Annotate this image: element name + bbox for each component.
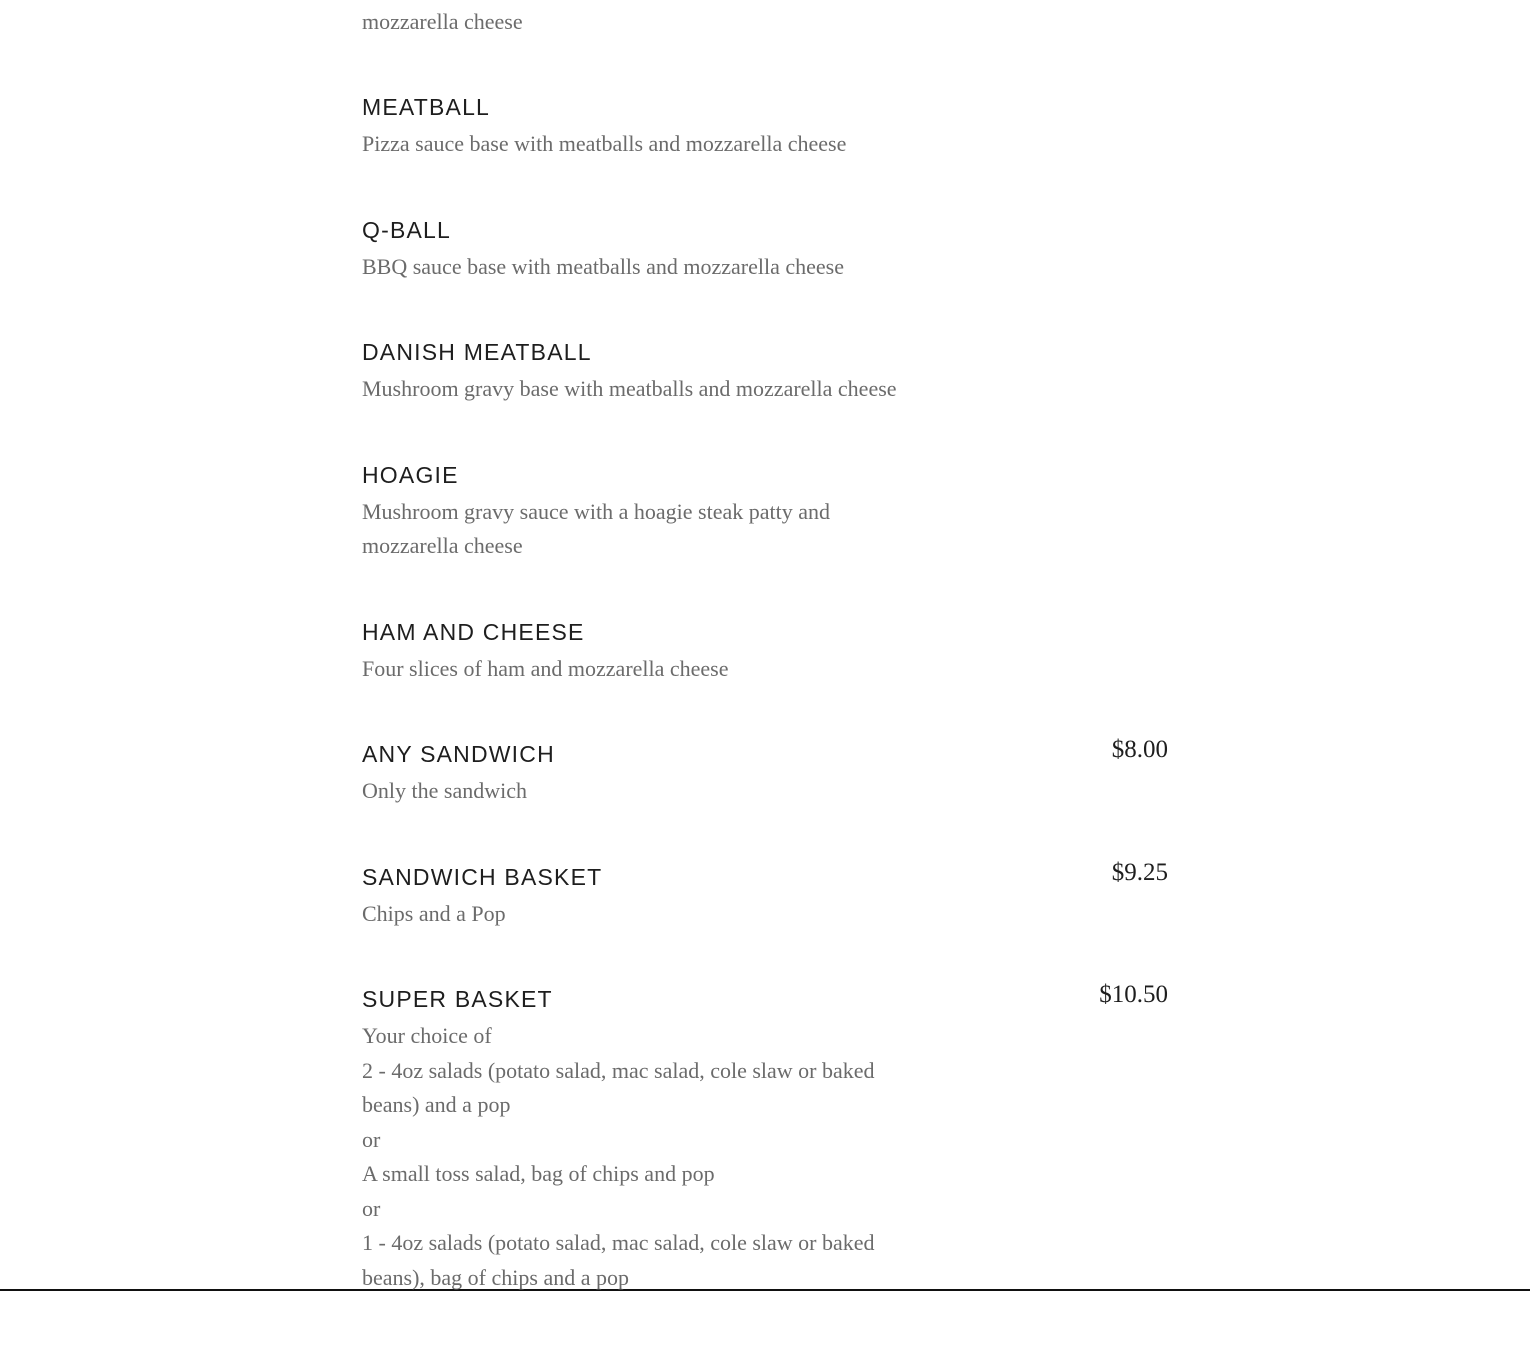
- item-description: [362, 495, 962, 564]
- menu-item: [362, 213, 1168, 285]
- menu-list: [362, 0, 1168, 1346]
- item-price: $8.00: [1111, 736, 1168, 763]
- description-line: Only the sandwich: [362, 778, 527, 803]
- description-line: or: [362, 1195, 381, 1221]
- item-name: Q-BALL: [362, 216, 452, 243]
- description-line: 2 - 4oz salads (potato salad, mac salad, cole slaw or baked: [362, 1057, 875, 1083]
- menu-item: [362, 335, 1168, 407]
- description-line: beans), bag of chips and a pop: [362, 1264, 629, 1290]
- item-name: HAM AND CHEESE: [362, 618, 585, 645]
- item-description: [362, 652, 962, 687]
- item-price: $10.50: [1099, 981, 1168, 1008]
- item-description: [362, 774, 962, 809]
- description-line: Mushroom gravy sauce with a hoagie steak patty and: [362, 498, 830, 524]
- description-line: Chips and a Pop: [362, 900, 506, 926]
- description-line: Pizza sauce base with meatballs and mozzarella cheese: [362, 131, 847, 156]
- item-description: [362, 250, 962, 285]
- menu-item: [362, 737, 1168, 809]
- menu-item: [362, 90, 1168, 162]
- description-line: A small toss salad, bag of chips and pop: [362, 1161, 715, 1186]
- description-line: Your choice of: [362, 1023, 492, 1048]
- menu-item: [362, 615, 1168, 687]
- item-description: [362, 0, 962, 39]
- item-description: [362, 897, 962, 932]
- description-line: BBQ sauce base with meatballs and mozzarella cheese: [362, 253, 844, 279]
- menu-item: [362, 0, 1168, 39]
- description-line: or: [362, 1126, 381, 1152]
- menu-item: [362, 982, 1168, 1295]
- item-description: [362, 1019, 962, 1295]
- description-line: [362, 0, 962, 5]
- item-description: [362, 127, 962, 162]
- item-price: $9.25: [1111, 858, 1168, 886]
- description-line: beans) and a pop: [362, 1092, 511, 1117]
- description-line: Four slices of ham and mozzarella cheese: [362, 655, 729, 681]
- description-line: 1 - 4oz salads (potato salad, mac salad, cole slaw or baked: [362, 1230, 875, 1255]
- item-name: SANDWICH BASKET: [362, 863, 603, 890]
- description-line: Mushroom gravy base with meatballs and mozzarella cheese: [362, 376, 897, 401]
- item-name: MEATBALL: [362, 94, 491, 120]
- item-name: ANY SANDWICH: [362, 741, 555, 767]
- menu-item: [362, 860, 1168, 932]
- description-line: mozzarella cheese: [362, 533, 523, 558]
- description-line: mozzarella cheese: [362, 8, 523, 34]
- item-description: [362, 372, 962, 407]
- menu-item: [362, 458, 1168, 564]
- item-name: DANISH MEATBALL: [362, 339, 592, 365]
- item-name: SUPER BASKET: [362, 986, 553, 1012]
- item-name: HOAGIE: [362, 461, 459, 488]
